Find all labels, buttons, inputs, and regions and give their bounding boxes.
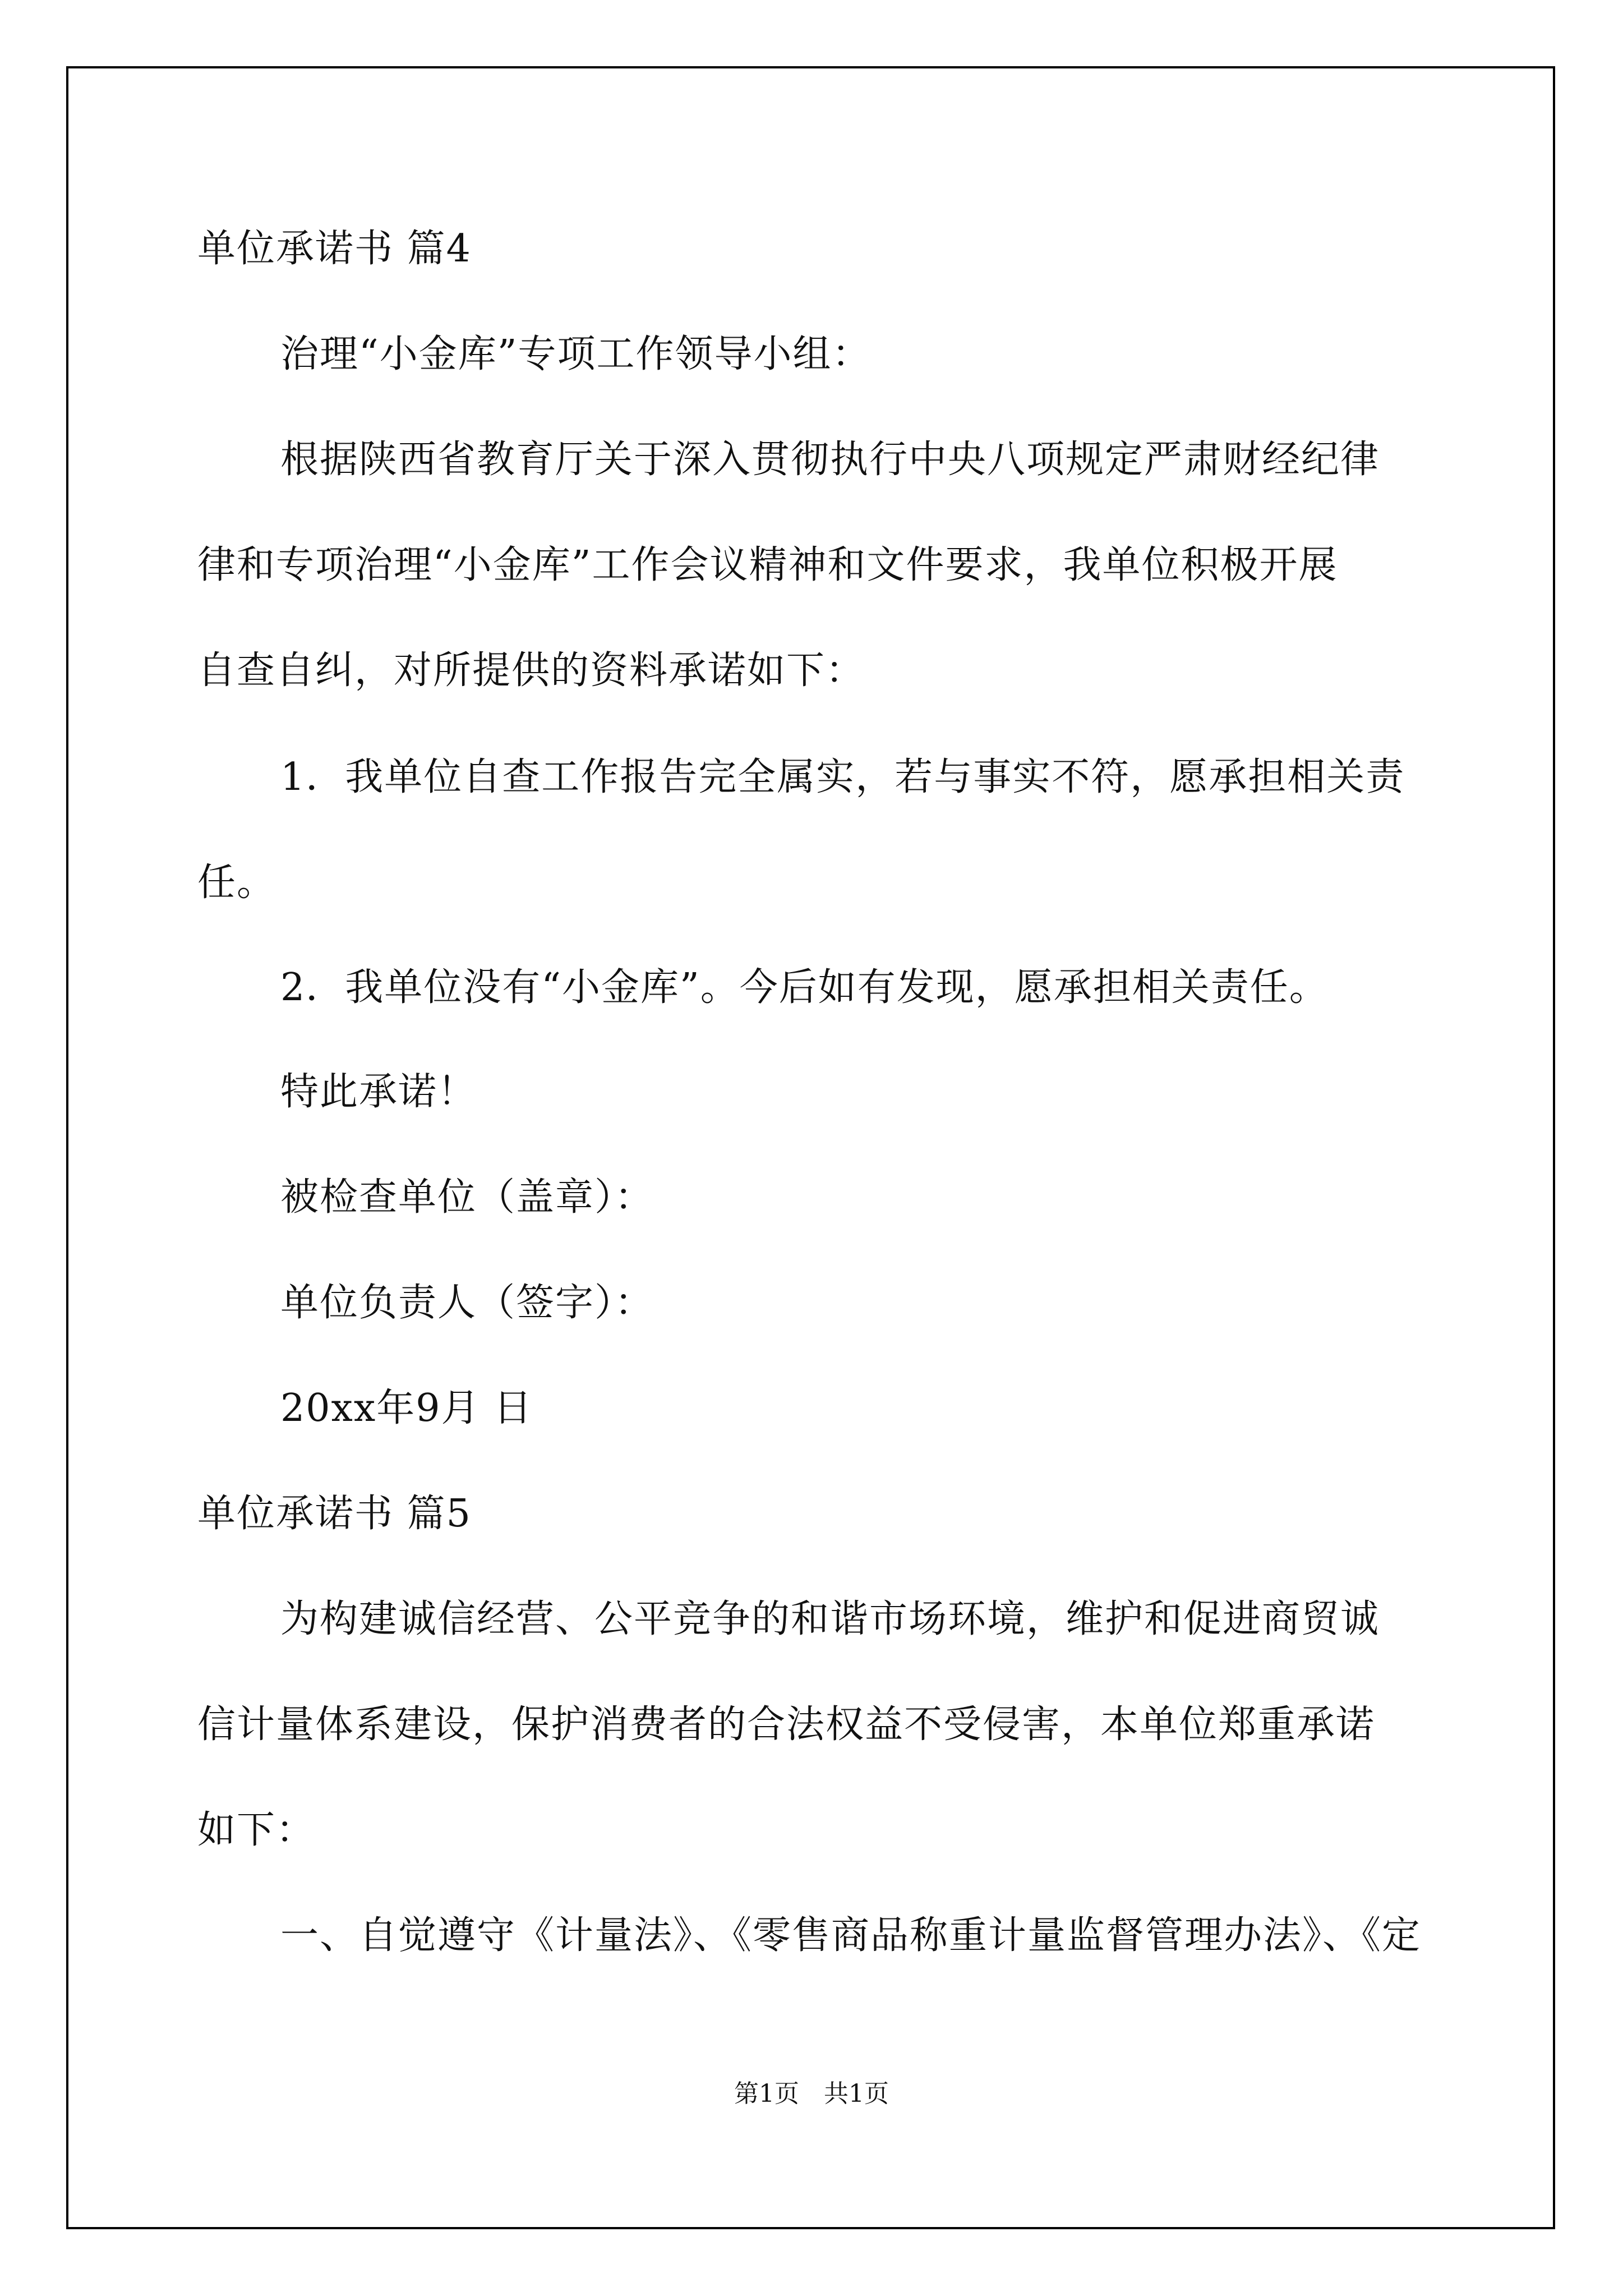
- signature-line: 单位负责人（签字）：: [280, 1281, 654, 1325]
- paragraph-line: 信计量体系建设，保护消费者的合法权益不受侵害，本单位郑重承诺: [197, 1703, 1376, 1747]
- paragraph-line: 任。: [197, 861, 276, 905]
- date-line: 20xx年9月 日: [280, 1386, 533, 1430]
- commitment-item-2: 2．我单位没有“小金库”。今后如有发现，愿承担相关责任。: [280, 965, 1329, 1010]
- paragraph-line: 为构建诚信经营、公平竞争的和谐市场环境，维护和促进商贸诚: [280, 1597, 1380, 1641]
- commitment-item-1: 1．我单位自查工作报告完全属实，若与事实不符，愿承担相关责: [280, 755, 1405, 799]
- paragraph-line: 根据陕西省教育厅关于深入贯彻执行中央八项规定严肃财经纪律: [280, 438, 1380, 482]
- section-heading-4: 单位承诺书 篇4: [197, 227, 472, 271]
- section-heading-5: 单位承诺书 篇5: [197, 1492, 472, 1536]
- page-number-footer: 第1页 共1页: [734, 2079, 889, 2108]
- page-border: [66, 66, 1555, 2229]
- paragraph-line: 一、自觉遵守《计量法》、《零售商品称重计量监督管理办法》、《定: [280, 1913, 1422, 1958]
- paragraph-line: 自查自纠，对所提供的资料承诺如下：: [197, 648, 865, 693]
- closing-statement: 特此承诺！: [280, 1070, 477, 1114]
- paragraph-line: 如下：: [197, 1808, 316, 1852]
- paragraph-line: 律和专项治理“小金库”工作会议精神和文件要求，我单位积极开展: [197, 543, 1338, 587]
- addressee-line: 治理“小金库”专项工作领导小组：: [280, 332, 872, 376]
- seal-line: 被检查单位（盖章）：: [280, 1175, 654, 1220]
